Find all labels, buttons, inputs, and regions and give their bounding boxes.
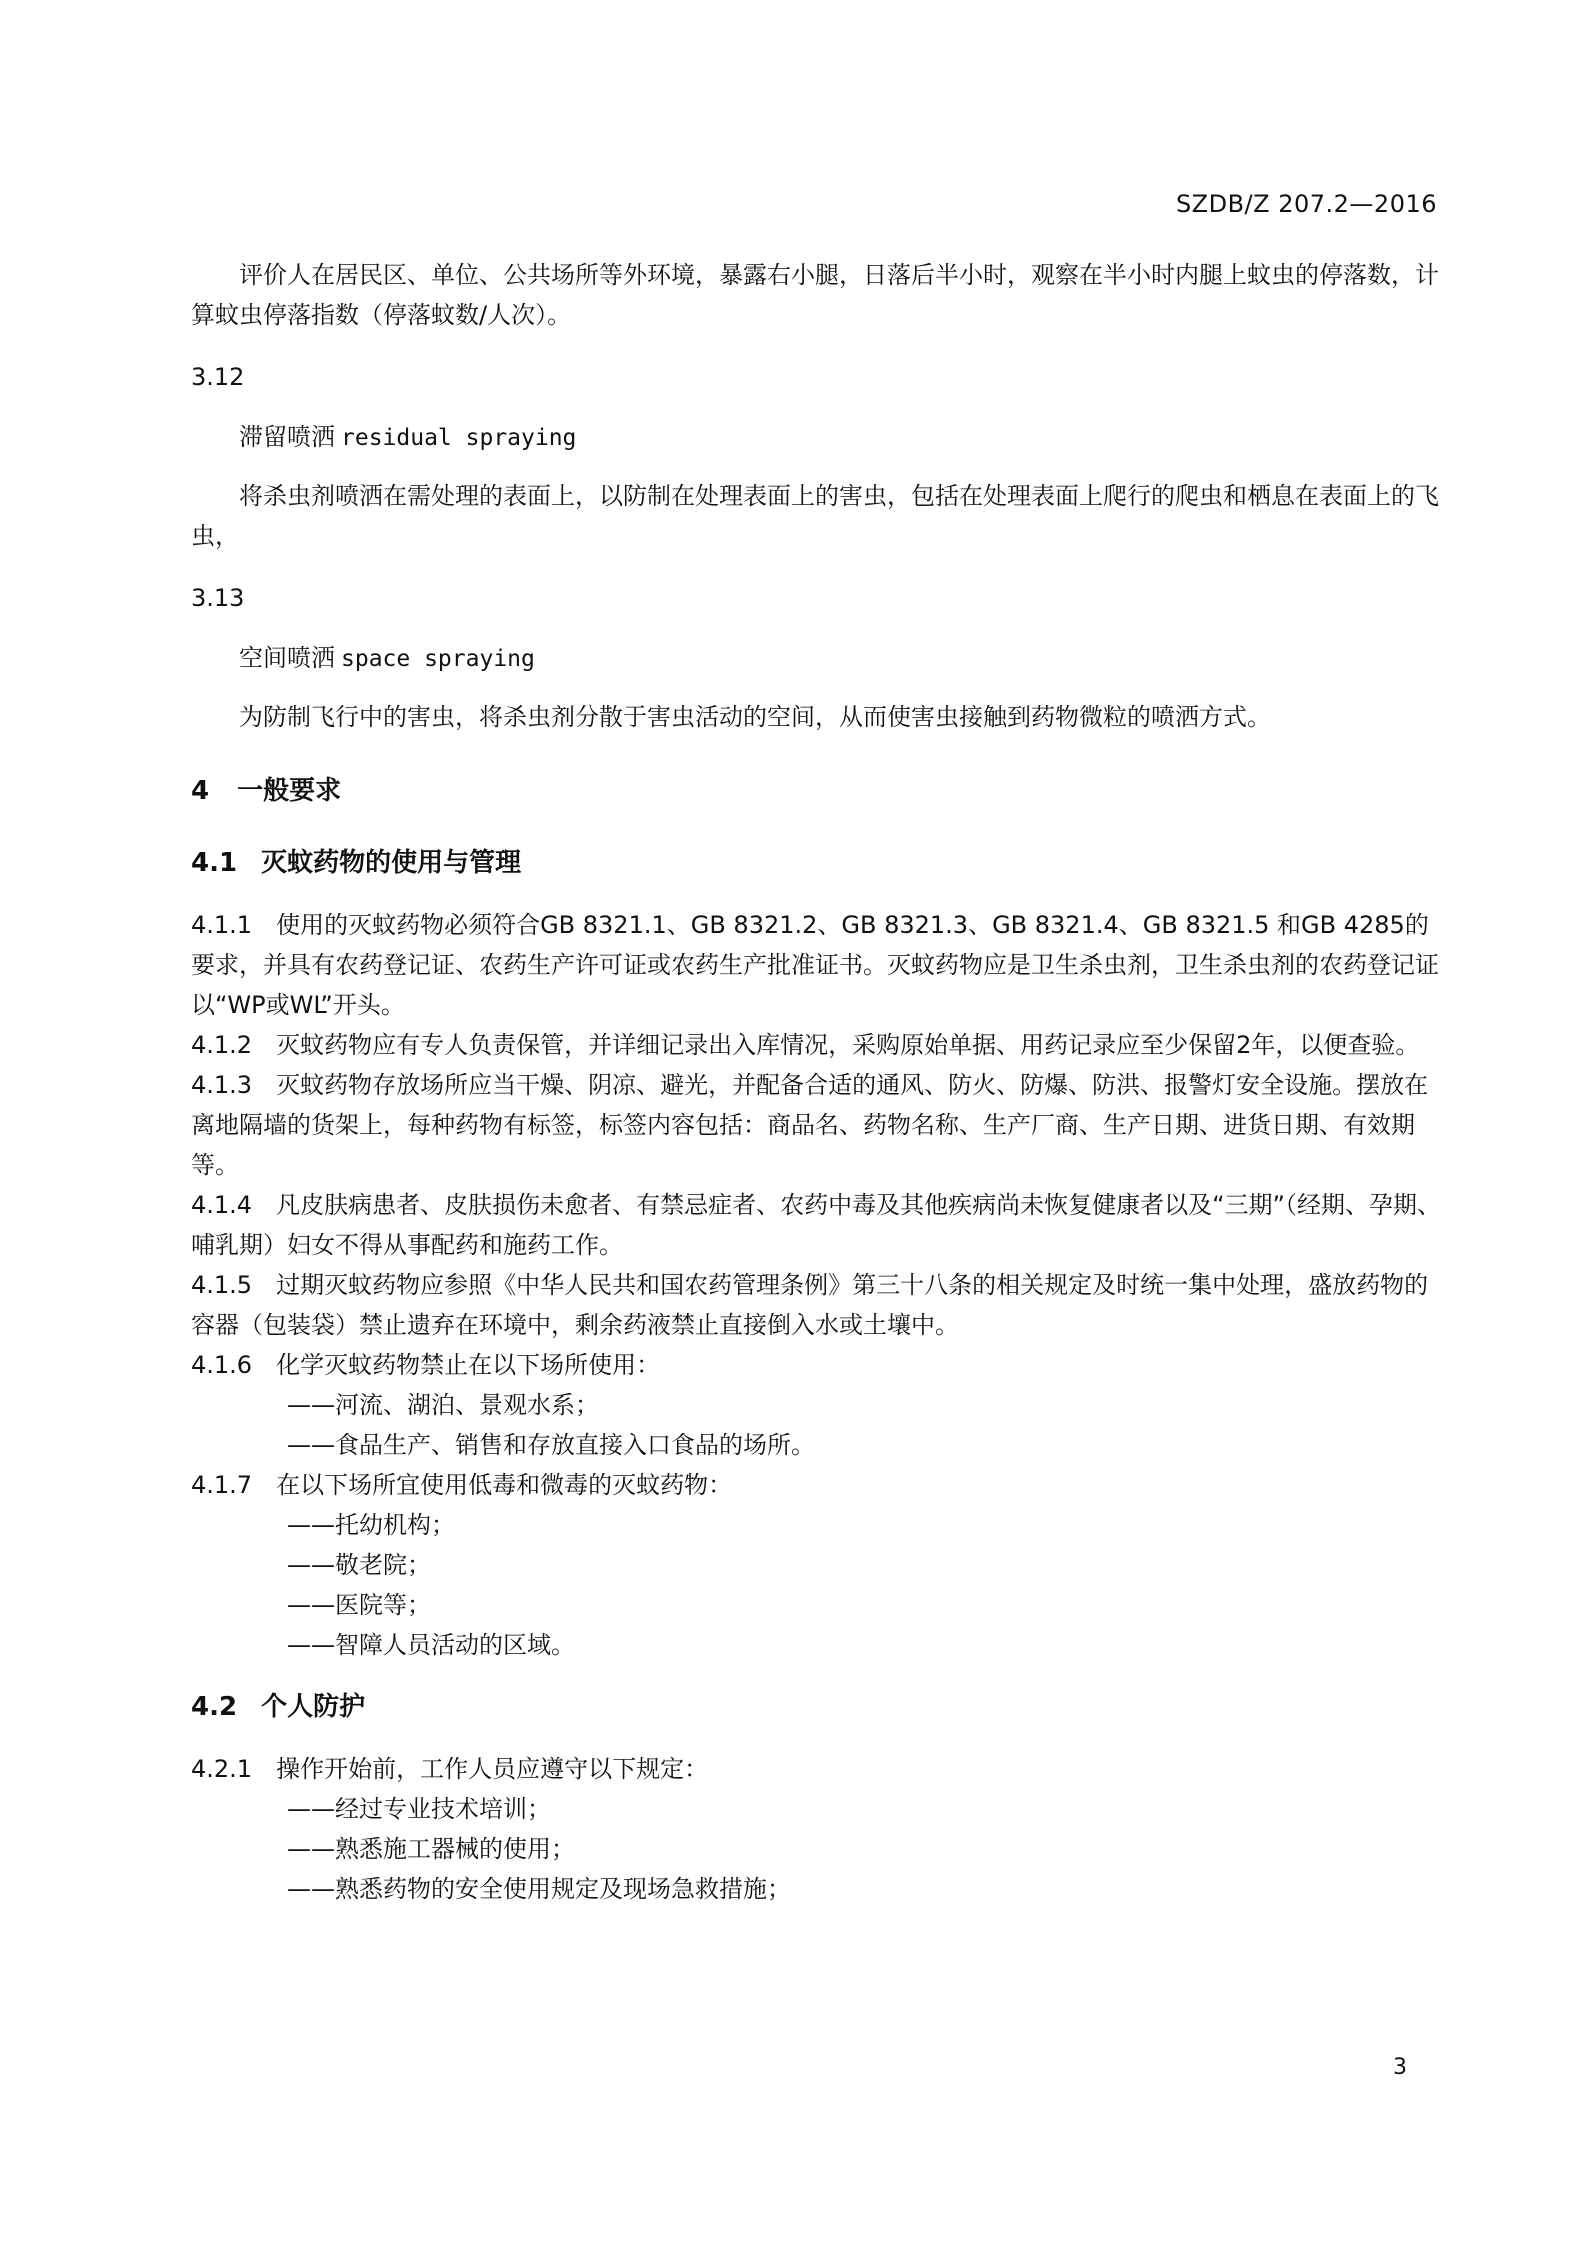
clause-4-1-6 — [191, 1345, 1441, 1385]
term-cn: 空间喷洒 — [239, 644, 335, 672]
section-heading-4 — [191, 771, 1441, 811]
clause-text: 使用的灭蚊药物必须符合GB 8321.1、GB 8321.2、GB 8321.3、GB 8321.4、GB 8321.5 和GB 4285的要求，并具有农药登记证、农药生产许可证或农药生产批准证书。灭蚊药物应是卫生杀虫剂，卫生杀虫剂的农药登记证以“WP或WL”开头。 — [191, 911, 1439, 1019]
term-heading-3-12 — [191, 417, 1441, 458]
clause-text: 化学灭蚊药物禁止在以下场所使用： — [276, 1351, 661, 1379]
clause-4-1-4 — [191, 1185, 1441, 1265]
clause-text: 凡皮肤病患者、皮肤损伤未愈者、有禁忌症者、农药中毒及其他疾病尚未恢复健康者以及“三期”（经期、孕期、哺乳期）妇女不得从事配药和施药工作。 — [191, 1191, 1441, 1259]
definition-3-12: 将杀虫剂喷洒在需处理的表面上，以防制在处理表面上的害虫，包括在处理表面上爬行的爬虫和栖息在表面上的飞虫， — [191, 482, 1439, 550]
page-number: 3 — [1393, 2055, 1407, 2080]
clause-text: 在以下场所宜使用低毒和微毒的灭蚊药物： — [276, 1471, 733, 1499]
clause-number: 4.1.7 — [191, 1471, 253, 1499]
clause-text: 灭蚊药物存放场所应当干燥、阴凉、避光，并配备合适的通风、防火、防爆、防洪、报警灯安全设施。摆放在离地隔墙的货架上，每种药物有标签，标签内容包括：商品名、药物名称、生产厂商、生产日期、进货日期、有效期等。 — [191, 1071, 1429, 1179]
clause-text: 操作开始前，工作人员应遵守以下规定： — [276, 1755, 709, 1783]
list-item: ——食品生产、销售和存放直接入口食品的场所。 — [287, 1431, 815, 1459]
section-heading-4-2 — [191, 1687, 1441, 1727]
clause-number: 4.1.2 — [191, 1031, 253, 1059]
clause-4-1-2 — [191, 1025, 1441, 1065]
clause-4-2-1 — [191, 1749, 1441, 1789]
clause-text: 灭蚊药物应有专人负责保管，并详细记录出入库情况，采购原始单据、用药记录应至少保留2年，以便查验。 — [276, 1031, 1420, 1059]
list-item: ——智障人员活动的区域。 — [287, 1631, 575, 1659]
clause-number: 4.2.1 — [191, 1755, 253, 1783]
clause-4-1-1 — [191, 905, 1441, 1025]
definition-3-13: 为防制飞行中的害虫，将杀虫剂分散于害虫活动的空间，从而使害虫接触到药物微粒的喷洒方式。 — [239, 703, 1271, 731]
list-item: ——经过专业技术培训； — [287, 1795, 551, 1823]
standard-code: SZDB/Z 207.2—2016 — [1175, 190, 1437, 218]
section-number: 4.1 — [191, 848, 238, 878]
section-title: 个人防护 — [261, 1692, 366, 1722]
section-title: 一般要求 — [237, 776, 342, 806]
section-number: 4 — [191, 776, 210, 806]
clause-number: 4.1.3 — [191, 1071, 253, 1099]
document-body — [191, 255, 1441, 1909]
clause-number: 4.1.1 — [191, 911, 253, 939]
clause-number: 4.1.4 — [191, 1191, 253, 1219]
clause-number: 4.1.6 — [191, 1351, 253, 1379]
section-number: 4.2 — [191, 1692, 238, 1722]
term-cn: 滞留喷洒 — [239, 423, 335, 451]
list-item: ——熟悉施工器械的使用； — [287, 1835, 575, 1863]
list-item: ——敬老院； — [287, 1551, 431, 1579]
intro-paragraph: 评价人在居民区、单位、公共场所等外环境，暴露右小腿，日落后半小时，观察在半小时内腿上蚊虫的停落数，计算蚊虫停落指数（停落蚊数/人次）。 — [191, 261, 1439, 329]
clause-4-1-3 — [191, 1065, 1441, 1185]
clause-4-1-5 — [191, 1265, 1441, 1345]
term-en: space spraying — [341, 646, 535, 672]
list-item: ——医院等； — [287, 1591, 431, 1619]
clause-number-3-12: 3.12 — [191, 363, 245, 391]
section-title: 灭蚊药物的使用与管理 — [261, 848, 522, 878]
term-en: residual spraying — [341, 425, 577, 451]
section-heading-4-1 — [191, 843, 1441, 883]
term-heading-3-13 — [191, 638, 1441, 679]
list-item: ——熟悉药物的安全使用规定及现场急救措施； — [287, 1875, 791, 1903]
list-item: ——河流、湖泊、景观水系； — [287, 1391, 599, 1419]
clause-number: 4.1.5 — [191, 1271, 253, 1299]
clause-number-3-13: 3.13 — [191, 584, 245, 612]
list-item: ——托幼机构； — [287, 1511, 455, 1539]
clause-text: 过期灭蚊药物应参照《中华人民共和国农药管理条例》第三十八条的相关规定及时统一集中处理，盛放药物的容器（包装袋）禁止遗弃在环境中，剩余药液禁止直接倒入水或土壤中。 — [191, 1271, 1429, 1339]
clause-4-1-7 — [191, 1465, 1441, 1505]
